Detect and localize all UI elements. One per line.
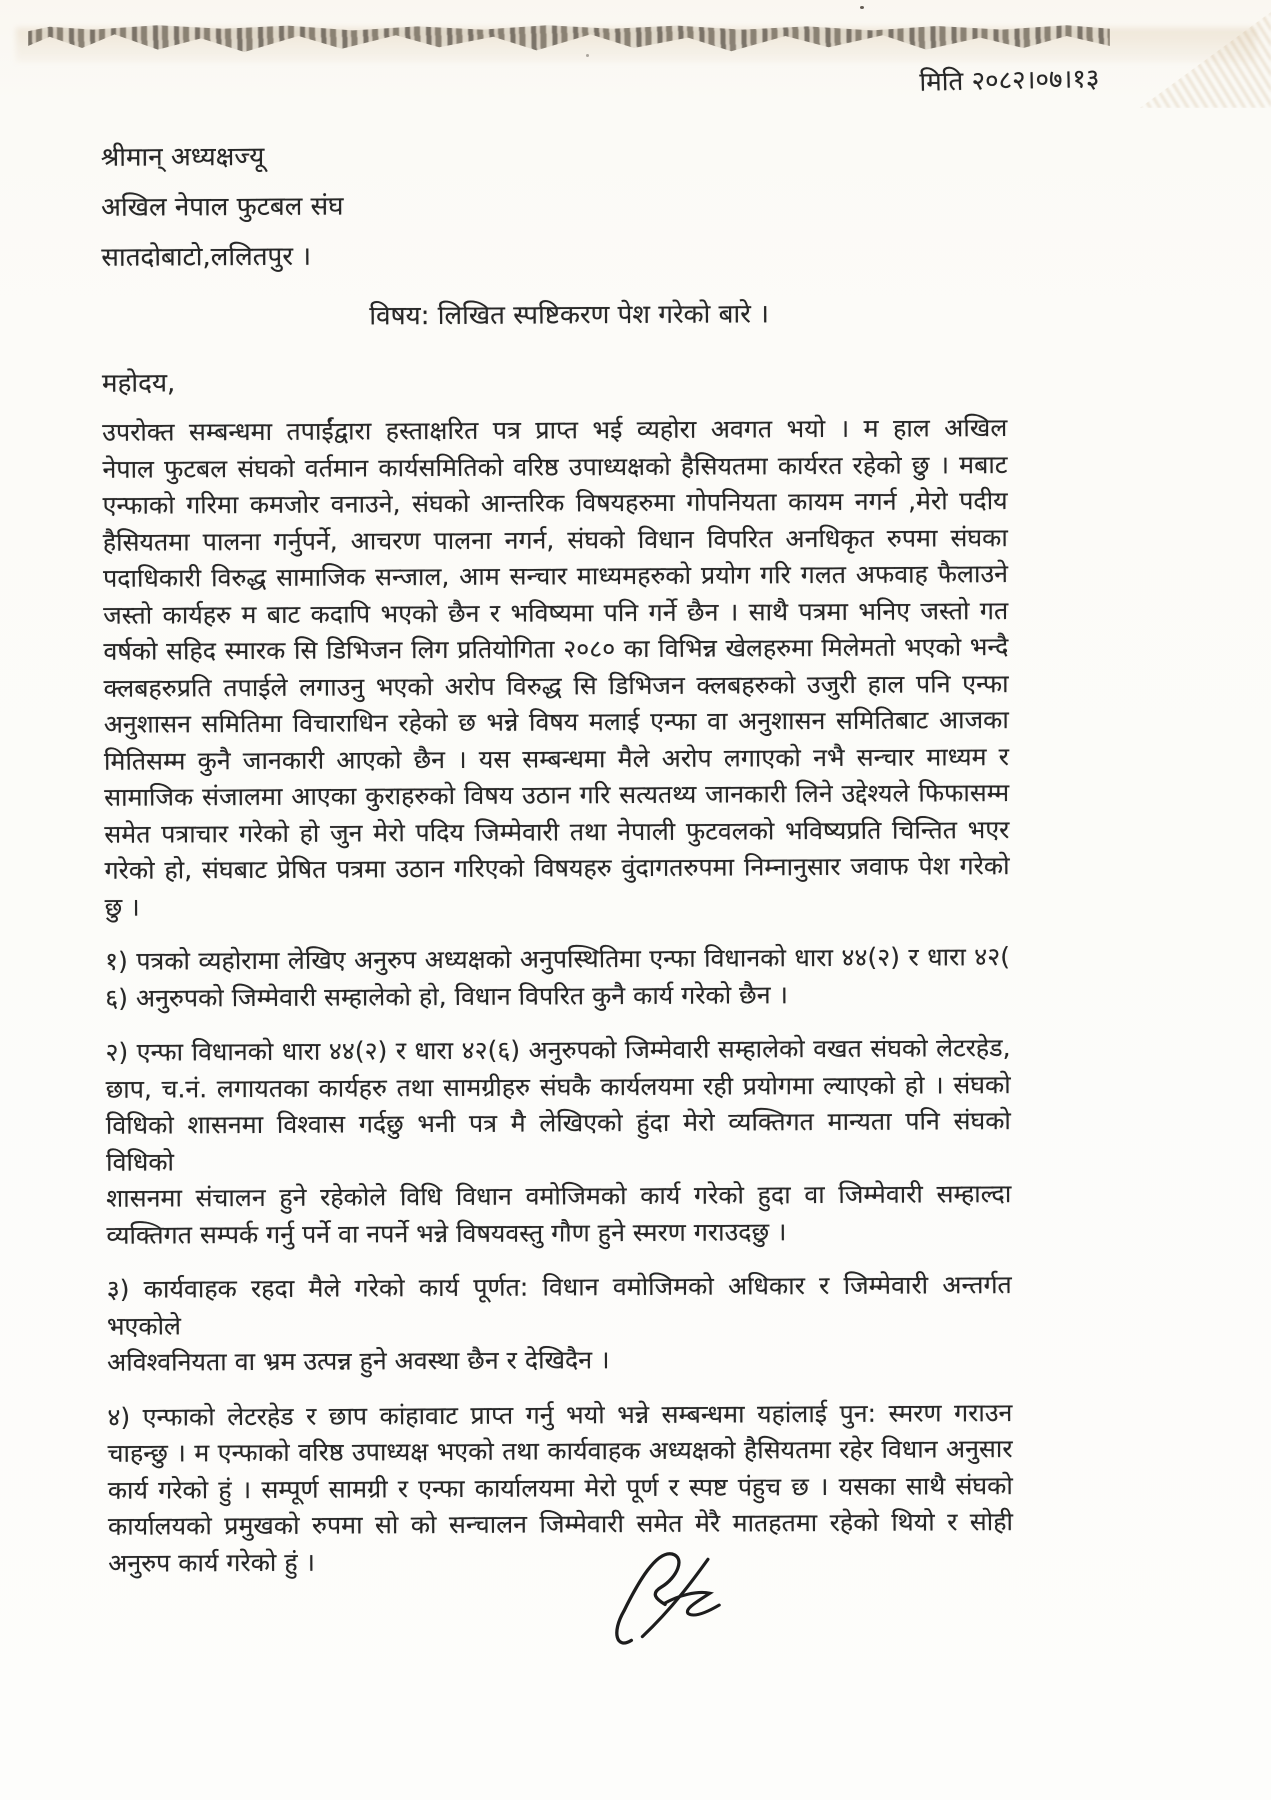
body-paragraph	[102, 410, 1010, 926]
body-line: छु ।	[104, 892, 140, 922]
point-line: अविश्वनियता वा भ्रम उत्पन्न हुने अवस्था छैन र देखिदैन ।	[107, 1345, 610, 1377]
body-line: वर्षको सहिद स्मारक सि डिभिजन लिग प्रतियोगिता २०८० का विभिन्न खेलहरुमा मिलेमतो भएको भन्दै	[103, 632, 1009, 666]
salutation: महोदय,	[101, 368, 176, 399]
body-line: हैसियतमा पालना गर्नुपर्ने, आचरण पालना नगर्न, संघको विधान विपरित अनधिकृत रुपमा संघका	[102, 522, 1008, 557]
recipient-line: सातदोबाटो,ललितपुर ।	[101, 241, 312, 273]
point-line: २) एन्फा विधानको धारा ४४(२) र धारा ४२(६) अनुरुपको जिम्मेवारी सम्हालेको वखत संघको लेटरहेड,	[105, 1033, 1011, 1067]
letter-column	[101, 128, 1014, 1658]
point-4	[107, 1395, 1013, 1582]
point-line: १) पत्रको व्यहोरामा लेखिए अनुरुप अध्यक्षको अनुपस्थितिमा एन्फा विधानको धारा ४४(२) र धारा ४२(	[104, 942, 1011, 976]
point-line: अनुरुप कार्य गरेको हुं ।	[108, 1547, 316, 1578]
point-line: छाप, च.नं. लगायतका कार्यहरु तथा सामग्रीहरु संघकै कार्यलयमा रही प्रयोगमा ल्याएको हो । संघको	[105, 1069, 1011, 1104]
point-line: ३) कार्यवाहक रहदा मैले गरेको कार्य पूर्णत: विधान वमोजिमको अधिकार र जिम्मेवारी अन्तर्गत भएकोले	[106, 1270, 1012, 1341]
point-line: चाहन्छु । म एन्फाको वरिष्ठ उपाध्यक्ष भएको तथा कार्यवाहक अध्यक्षको हैसियतमा रहेर विधान अनुसार	[107, 1434, 1013, 1468]
handwritten-signature	[596, 1544, 772, 1655]
point-line: कार्यालयको प्रमुखको रुपमा सो को सन्चालन जिम्मेवारी समेत मेरै मातहतमा रहेको थियो र सोही	[107, 1507, 1014, 1541]
subject-line: विषय: लिखित स्पष्टिकरण पेश गरेको बारे ।	[369, 299, 769, 332]
body-line: समेत पत्राचार गरेको हो जुन मेरो पदिय जिम्मेवारी तथा नेपाली फुटवलको भविष्यप्रति चिन्तित भएर	[104, 814, 1010, 849]
point-line: व्यक्तिगत सम्पर्क गर्नु पर्ने वा नपर्ने भन्ने विषयवस्तु गौण हुने स्मरण गराउदछु ।	[106, 1216, 787, 1250]
body-line: क्लबहरुप्रति तपाईले लगाउनु भएको अरोप विरुद्ध सि डिभिजन क्लबहरुको उजुरी हाल पनि एन्फा	[103, 668, 1009, 703]
recipient-line: अखिल नेपाल फुटबल संघ	[101, 191, 344, 223]
point-line: ४) एन्फाको लेटरहेड र छाप कांहावाट प्राप्त गर्नु भयो भन्ने सम्बन्धमा यहांलाई पुन: स्मरण गराउन	[107, 1397, 1013, 1432]
point-1	[105, 939, 1010, 1017]
body-line: सामाजिक संजालमा आएका कुराहरुको विषय उठान गरि सत्यतथ्य जानकारी लिने उद्देश्यले फिफासम्म	[104, 778, 1010, 812]
point-2	[105, 1030, 1011, 1254]
recipient-block	[101, 128, 1007, 283]
date-line: मिति २०८२।०७।१३	[919, 63, 1100, 98]
body-line: जस्तो कार्यहरु म बाट कदापि भएको छैन र भविष्यमा पनि गर्ने छैन । साथै पत्रमा भनिए जस्तो गत	[103, 595, 1009, 630]
body-line: पदाधिकारी विरुद्ध सामाजिक सन्जाल, आम सन्चार माध्यमहरुको प्रयोग गरि गलत अफवाह फैलाउने	[102, 559, 1009, 593]
body-line: अनुशासन समितिमा विचाराधिन रहेको छ भन्ने विषय मलाई एन्फा वा अनुशासन समितिबाट आजका	[103, 705, 1009, 739]
body-line: एन्फाको गरिमा कमजोर वनाउने, संघको आन्तरिक विषयहरुमा गोपनियता कायम नगर्न ,मेरो पदीय	[102, 486, 1008, 520]
point-line: कार्य गरेको हुं । सम्पूर्ण सामग्री र एन्फा कार्यालयमा मेरो पूर्ण र स्पष्ट पंहुच छ । यसका साथै संघको	[107, 1470, 1013, 1505]
signature-icon	[596, 1544, 772, 1655]
point-line: शासनमा संचालन हुने रहेकोले विधि विधान वमोजिमको कार्य गरेको हुदा वा जिम्मेवारी सम्हाल्दा	[106, 1179, 1012, 1213]
body-line: नेपाल फुटबल संघको वर्तमान कार्यसमितिको वरिष्ठ उपाध्यक्षको हैसियतमा कार्यरत रहेको छु । मबाट	[102, 449, 1008, 484]
body-line: गरेको हो, संघबाट प्रेषित पत्रमा उठान गरिएको विषयहरु वुंदागतरुपमा निम्नानुसार जवाफ पेश गरेको	[104, 851, 1010, 885]
point-line: विधिको शासनमा विश्वास गर्दछु भनी पत्र मै लेखिएको हुंदा मेरो व्यक्तिगत मान्यता पनि संघको विधिको	[105, 1106, 1011, 1177]
point-3	[107, 1267, 1013, 1381]
recipient-line: श्रीमान् अध्यक्षज्यू	[100, 141, 265, 173]
point-line: ६) अनुरुपको जिम्मेवारी सम्हालेको हो, विधान विपरित कुनै कार्य गरेको छैन ।	[105, 979, 789, 1013]
body-line: उपरोक्त सम्बन्धमा तपाईंद्वारा हस्ताक्षरित पत्र प्राप्त भई व्यहोरा अवगत भयो । म हाल अखिल	[102, 413, 1008, 447]
body-line: मितिसम्म कुनै जानकारी आएको छैन । यस सम्बन्धमा मैले अरोप लगाएको नभै सन्चार माध्यम र	[103, 741, 1010, 776]
